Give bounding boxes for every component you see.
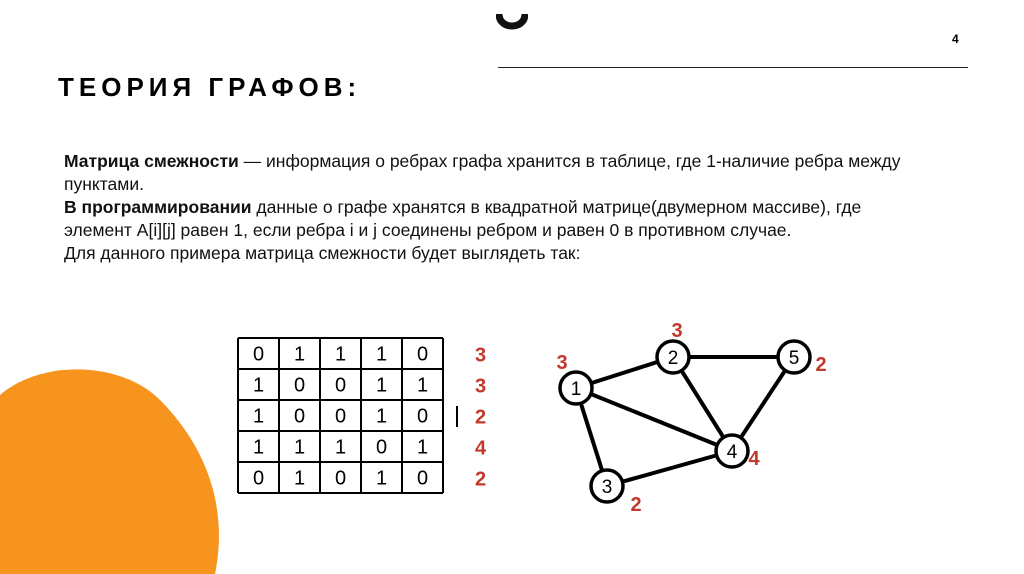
matrix-cell: 1 xyxy=(293,343,306,366)
graph-edges xyxy=(576,357,794,486)
graph-node-degree: 3 xyxy=(556,352,568,374)
matrix-cell: 1 xyxy=(375,405,388,428)
graph-edge-3-4 xyxy=(607,451,732,486)
paragraph-1-text: — информация о ребрах графа хранится в таблице, где 1-наличие ребра между пунктами. xyxy=(64,151,901,194)
graph-node-label: 2 xyxy=(667,348,679,369)
graph-node-label: 4 xyxy=(726,442,738,463)
graph-node-degree: 2 xyxy=(815,354,827,376)
matrix-cell: 0 xyxy=(252,343,265,366)
matrix-row-sum: 4 xyxy=(475,437,487,460)
graph-node-degree: 3 xyxy=(671,320,683,342)
matrix-row-sum: 3 xyxy=(475,344,487,367)
graph-edge-1-4 xyxy=(576,388,732,451)
matrix-cell: 1 xyxy=(375,467,388,490)
header-rule xyxy=(498,67,968,68)
matrix-cell: 1 xyxy=(252,405,265,428)
matrix-row-sum: 2 xyxy=(475,406,487,429)
matrix-cell: 0 xyxy=(375,436,388,459)
graph-node-degree: 2 xyxy=(630,494,642,516)
matrix-cell: 0 xyxy=(416,405,429,428)
matrix-cell: 0 xyxy=(334,374,347,397)
matrix-cell: 1 xyxy=(293,467,306,490)
matrix-cell: 1 xyxy=(334,436,347,459)
matrix-cell: 1 xyxy=(334,343,347,366)
matrix-cell: 0 xyxy=(416,343,429,366)
matrix-cell: 0 xyxy=(416,467,429,490)
matrix-cell: 1 xyxy=(375,374,388,397)
graph-node-label: 1 xyxy=(570,379,582,400)
matrix-cell: 0 xyxy=(334,405,347,428)
page-number: 4 xyxy=(952,32,959,46)
matrix-cell: 0 xyxy=(252,467,265,490)
paragraph-programming xyxy=(64,196,924,242)
matrix-row-sum: 3 xyxy=(475,375,487,398)
graph-diagram xyxy=(540,315,850,520)
matrix-cell: 1 xyxy=(252,436,265,459)
term-programming: В программировании xyxy=(64,197,252,217)
page-title: ТЕОРИЯ ГРАФОВ: xyxy=(58,72,362,102)
matrix-cell: 1 xyxy=(416,436,429,459)
paragraph-example: Для данного примера матрица смежности будет выглядеть так: xyxy=(64,243,581,263)
top-ring-decoration xyxy=(496,0,528,40)
matrix-cell: 0 xyxy=(293,374,306,397)
matrix-cell: 0 xyxy=(334,467,347,490)
matrix-row-sums xyxy=(475,345,487,491)
matrix-cell: 1 xyxy=(416,374,429,397)
graph-node-degree: 4 xyxy=(748,448,760,470)
graph-nodes xyxy=(560,341,810,502)
matrix-cell: 1 xyxy=(293,436,306,459)
graph-node-label: 3 xyxy=(601,477,613,498)
adjacency-matrix xyxy=(230,330,490,500)
matrix-cell: 1 xyxy=(375,343,388,366)
graph-node-label: 5 xyxy=(788,348,800,369)
matrix-cell: 0 xyxy=(293,405,306,428)
matrix-cell: 1 xyxy=(252,374,265,397)
paragraph-adjacency-matrix xyxy=(64,150,924,196)
paragraph-2-text: данные о графе хранятся в квадратной матрице(двумерном массиве), где элемент А[i][j] равен 1, если ребра i и j соединены ребром и равен 0 в противном случае. xyxy=(64,197,862,240)
body-text xyxy=(64,150,924,265)
term-adjacency-matrix: Матрица смежности xyxy=(64,151,239,171)
matrix-row-sum: 2 xyxy=(475,468,487,491)
